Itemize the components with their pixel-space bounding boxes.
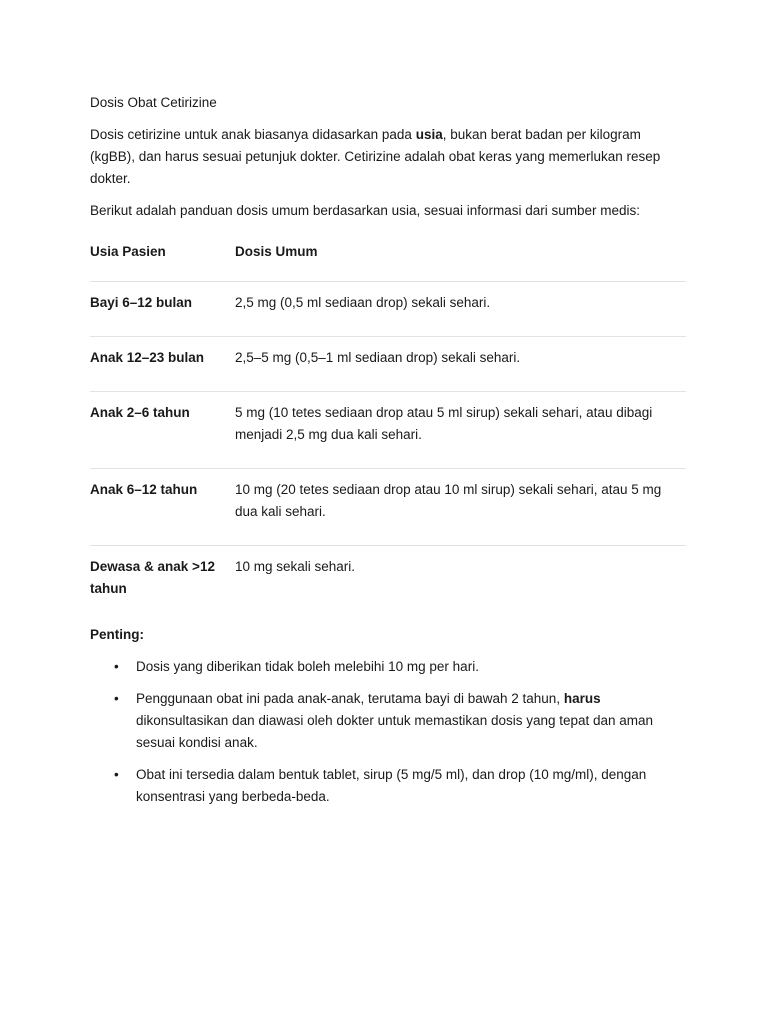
table-row <box>90 469 686 546</box>
list-item <box>114 656 686 678</box>
document-title: Dosis Obat Cetirizine <box>90 95 217 110</box>
table-row <box>90 546 686 611</box>
bullet-icon: • <box>114 659 119 674</box>
intro-text-after: , bukan berat badan per kilogram (kgBB), dan harus sesuai petunjuk dokter. Cetirizine adalah obat keras yang memerlukan resep dokter. <box>90 127 661 186</box>
row-age: Anak 12–23 bulan <box>90 337 235 392</box>
intro-emphasis: usia <box>415 127 443 142</box>
list-item <box>114 688 686 754</box>
table-header-row <box>90 236 686 282</box>
note-text: Obat ini tersedia dalam bentuk tablet, sirup (5 mg/5 ml), dan drop (10 mg/ml), dengan konsentrasi yang berbeda-beda. <box>136 767 647 804</box>
row-dose: 10 mg (20 tetes sediaan drop atau 10 ml sirup) sekali sehari, atau 5 mg dua kali sehari. <box>235 469 686 546</box>
note-text-after: dikonsultasikan dan diawasi oleh dokter untuk memastikan dosis yang tepat dan aman sesuai kondisi anak. <box>136 713 654 750</box>
bullet-icon: • <box>114 691 119 706</box>
document-content <box>90 92 686 818</box>
important-heading: Penting: <box>90 627 144 642</box>
note-emphasis: harus <box>563 691 601 706</box>
row-age: Anak 6–12 tahun <box>90 469 235 546</box>
row-age: Dewasa & anak >12 tahun <box>90 559 215 596</box>
header-dose: Dosis Umum <box>235 236 686 282</box>
row-dose: 2,5–5 mg (0,5–1 ml sediaan drop) sekali sehari. <box>235 337 686 392</box>
table-row <box>90 337 686 392</box>
table-row <box>90 282 686 337</box>
dosage-table <box>90 236 686 610</box>
guide-paragraph: Berikut adalah panduan dosis umum berdasarkan usia, sesuai informasi dari sumber medis: <box>90 203 641 218</box>
note-text-before: Penggunaan obat ini pada anak-anak, terutama bayi di bawah 2 tahun, <box>136 691 564 706</box>
intro-paragraph <box>90 124 686 190</box>
row-dose: 2,5 mg (0,5 ml sediaan drop) sekali sehari. <box>235 282 686 337</box>
intro-text-before: Dosis cetirizine untuk anak biasanya didasarkan pada <box>90 127 416 142</box>
table-row <box>90 392 686 469</box>
list-item <box>114 764 686 808</box>
row-dose: 5 mg (10 tetes sediaan drop atau 5 ml sirup) sekali sehari, atau dibagi menjadi 2,5 mg dua kali sehari. <box>235 392 686 469</box>
note-text: Dosis yang diberikan tidak boleh melebihi 10 mg per hari. <box>136 659 479 674</box>
row-dose: 10 mg sekali sehari. <box>235 559 356 574</box>
important-notes-list <box>90 656 686 808</box>
bullet-icon: • <box>114 767 119 782</box>
row-age: Bayi 6–12 bulan <box>90 282 235 337</box>
header-age: Usia Pasien <box>90 236 235 282</box>
row-age: Anak 2–6 tahun <box>90 392 235 469</box>
